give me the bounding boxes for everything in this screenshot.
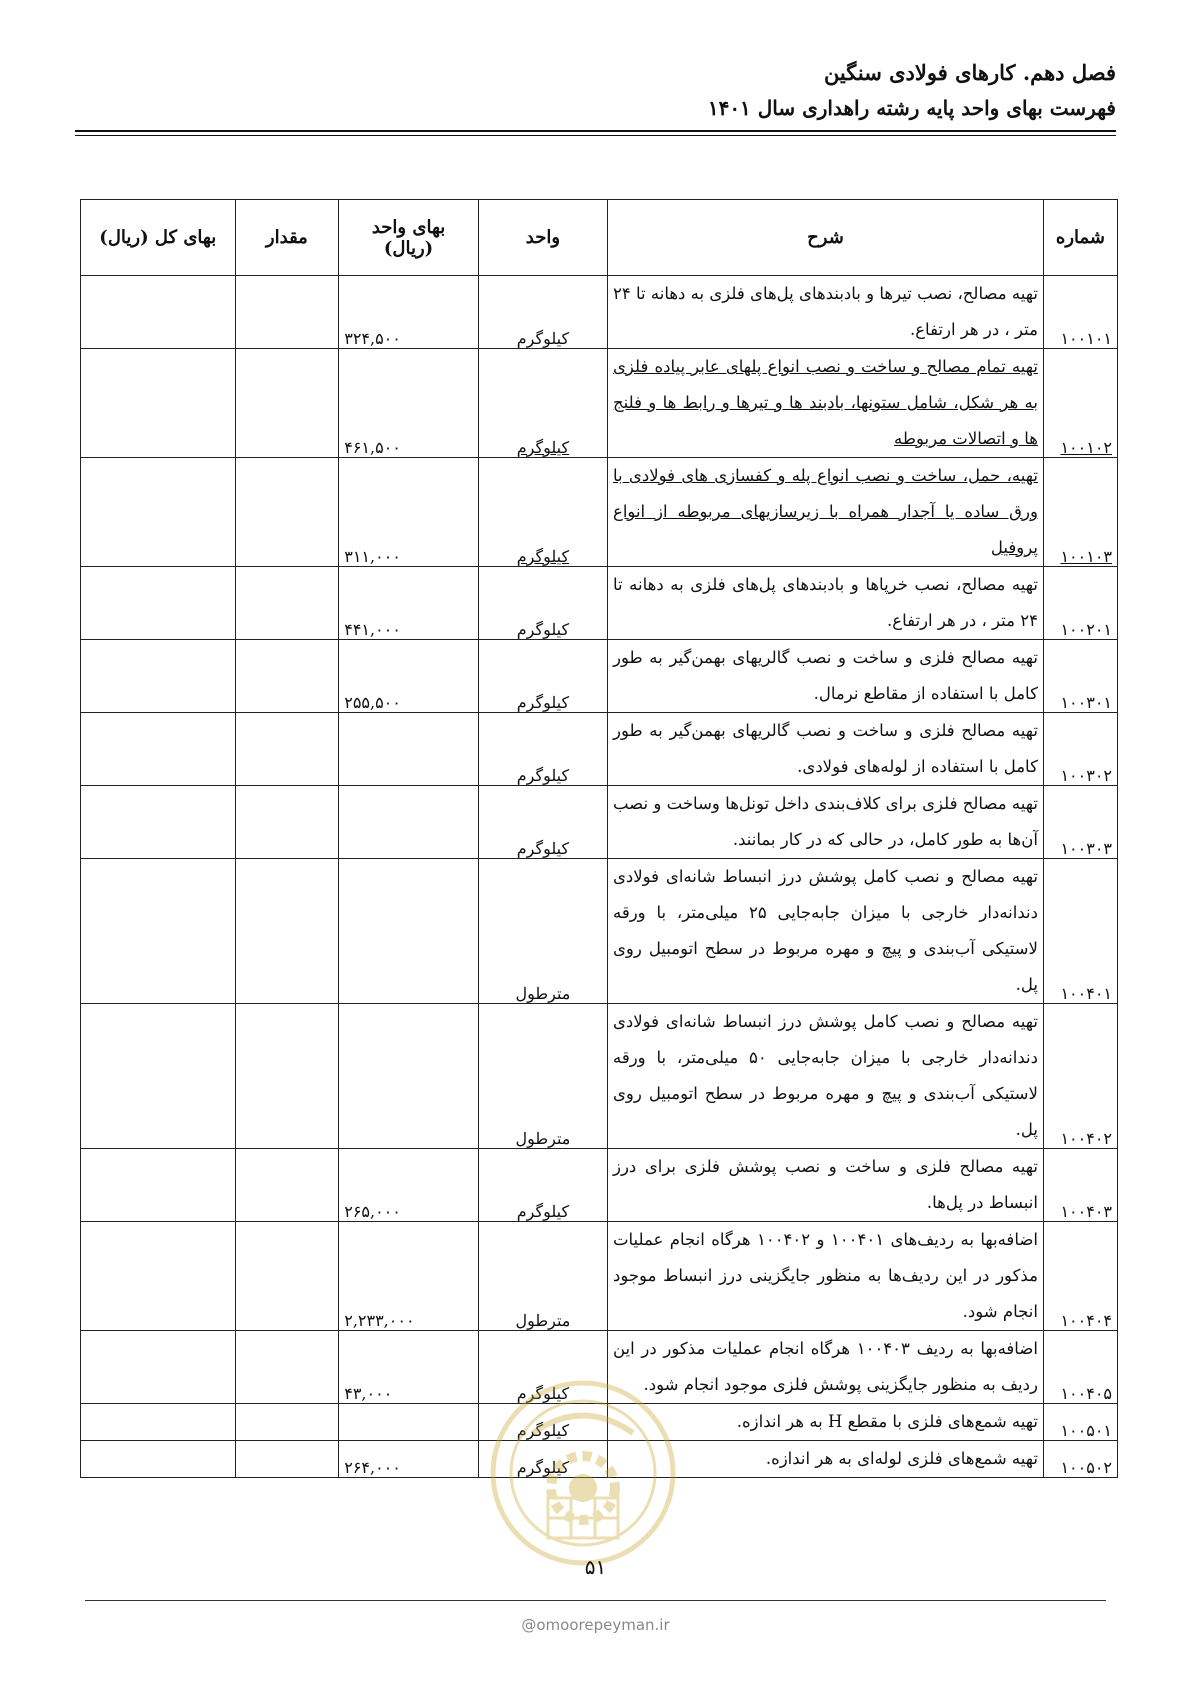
item-description — [607, 349, 1043, 458]
item-unit-price-text: ۴۴۱,۰۰۰ — [344, 620, 401, 639]
item-unit-price — [339, 1441, 479, 1478]
item-code — [1043, 1222, 1117, 1331]
item-unit — [478, 713, 607, 786]
item-unit-text: کیلوگرم — [516, 1458, 570, 1477]
item-quantity — [235, 1404, 339, 1441]
item-quantity — [235, 859, 339, 1004]
item-unit-price — [339, 1222, 479, 1331]
item-unit-price-text: ۴۶۱,۵۰۰ — [344, 438, 401, 457]
header-code: شماره — [1043, 200, 1117, 276]
item-unit-price — [339, 1404, 479, 1441]
item-code-text: ۱۰۰۴۰۵ — [1060, 1384, 1112, 1403]
item-quantity — [235, 640, 339, 713]
item-quantity — [235, 276, 339, 349]
item-code-text: ۱۰۰۴۰۳ — [1060, 1202, 1112, 1221]
item-description — [607, 1441, 1043, 1478]
header-unit: واحد — [478, 200, 607, 276]
footer-divider — [85, 1600, 1106, 1601]
table-row — [81, 349, 1118, 458]
item-total-price — [81, 276, 236, 349]
page-number: ۵۱ — [584, 1555, 607, 1579]
item-total-price — [81, 859, 236, 1004]
item-unit — [478, 859, 607, 1004]
table-row — [81, 859, 1118, 1004]
item-code — [1043, 1441, 1117, 1478]
item-unit-text: کیلوگرم — [516, 1421, 570, 1440]
table-row — [81, 1222, 1118, 1331]
item-unit-price — [339, 1331, 479, 1404]
item-quantity — [235, 1331, 339, 1404]
table-header-row — [81, 200, 1118, 276]
item-total-price — [81, 349, 236, 458]
item-description-text: تهیه مصالح و نصب کامل پوشش درز انبساط شانه‌ای فولادی دندانه‌دار خارجی با میزان جابه‌جایی ۵۰ میلی‌متر، با ورقه لاستیکی آب‌بندی و پیچ و مهره مربوط در سطح اتومبیل روی پل. — [612, 1012, 1038, 1139]
item-code-text: ۱۰۰۳۰۱ — [1060, 693, 1112, 712]
item-code-text: ۱۰۰۵۰۲ — [1060, 1458, 1112, 1477]
item-total-price — [81, 1331, 236, 1404]
item-total-price — [81, 1441, 236, 1478]
item-unit-text: کیلوگرم — [516, 547, 570, 566]
item-unit-price — [339, 458, 479, 567]
item-description — [607, 1004, 1043, 1149]
item-unit — [478, 1441, 607, 1478]
page-header — [56, 58, 1116, 124]
table-row — [81, 713, 1118, 786]
item-unit-text: کیلوگرم — [516, 1384, 570, 1403]
item-code-text: ۱۰۰۱۰۳ — [1060, 547, 1112, 566]
item-description — [607, 567, 1043, 640]
item-description — [607, 713, 1043, 786]
header-divider — [75, 130, 1116, 132]
item-code — [1043, 276, 1117, 349]
item-description — [607, 276, 1043, 349]
item-code — [1043, 1149, 1117, 1222]
item-total-price — [81, 1404, 236, 1441]
item-code-text: ۱۰۰۴۰۱ — [1060, 984, 1112, 1003]
item-quantity — [235, 349, 339, 458]
item-unit-text: کیلوگرم — [516, 1202, 570, 1221]
header-description: شرح — [607, 200, 1043, 276]
item-total-price — [81, 1149, 236, 1222]
item-description-text: اضافه‌بها به ردیف‌های ۱۰۰۴۰۱ و ۱۰۰۴۰۲ هرگاه انجام عملیات مذکور در این ردیف‌ها به منظور جایگزینی درز انبساط موجود انجام شود. — [612, 1230, 1038, 1321]
header-divider-thin — [75, 135, 1116, 136]
item-code-text: ۱۰۰۳۰۲ — [1060, 766, 1112, 785]
item-code — [1043, 1004, 1117, 1149]
item-unit-price-text: ۲,۲۳۳,۰۰۰ — [344, 1311, 415, 1330]
item-total-price — [81, 1004, 236, 1149]
item-unit — [478, 640, 607, 713]
header-unit-price-currency: (ریال) — [383, 237, 434, 259]
item-unit-text: مترطول — [515, 1311, 571, 1330]
item-unit — [478, 1331, 607, 1404]
table-row — [81, 276, 1118, 349]
item-quantity — [235, 1441, 339, 1478]
header-unit-price-label: بهای واحد — [371, 216, 446, 238]
footer-website: @omoorepeyman.ir — [521, 1616, 670, 1634]
header-quantity: مقدار — [235, 200, 339, 276]
table-row — [81, 1441, 1118, 1478]
item-code-text: ۱۰۰۴۰۲ — [1060, 1129, 1112, 1148]
table-row — [81, 786, 1118, 859]
item-code — [1043, 713, 1117, 786]
item-description-text: اضافه‌بها به ردیف ۱۰۰۴۰۳ هرگاه انجام عملیات مذکور در این ردیف به منظور جایگزینی پوشش فلزی موجود انجام شود. — [612, 1339, 1038, 1394]
item-unit-price-text: ۴۳,۰۰۰ — [344, 1384, 393, 1403]
table-row — [81, 567, 1118, 640]
item-unit-price-text: ۳۱۱,۰۰۰ — [344, 547, 401, 566]
item-code — [1043, 458, 1117, 567]
item-code-text: ۱۰۰۱۰۱ — [1060, 329, 1112, 348]
table-row — [81, 458, 1118, 567]
item-unit — [478, 1149, 607, 1222]
item-unit-price — [339, 640, 479, 713]
item-unit — [478, 458, 607, 567]
item-unit-price — [339, 786, 479, 859]
item-description — [607, 1149, 1043, 1222]
item-unit-price — [339, 1149, 479, 1222]
item-quantity — [235, 713, 339, 786]
item-code — [1043, 640, 1117, 713]
item-code — [1043, 1331, 1117, 1404]
item-quantity — [235, 1004, 339, 1149]
item-unit-price — [339, 567, 479, 640]
item-unit — [478, 786, 607, 859]
item-code-text: ۱۰۰۲۰۱ — [1060, 620, 1112, 639]
item-unit-price-text: ۲۶۴,۰۰۰ — [344, 1458, 401, 1477]
item-unit — [478, 1404, 607, 1441]
item-unit-price-text: ۳۲۴,۵۰۰ — [344, 329, 401, 348]
item-description-text: تهیه مصالح، نصب خرپاها و بادبندهای پل‌های فلزی به دهانه تا ۲۴ متر ، در هر ارتفاع. — [612, 575, 1038, 630]
item-total-price — [81, 567, 236, 640]
header-unit-price — [339, 200, 479, 276]
item-description — [607, 1331, 1043, 1404]
item-total-price — [81, 458, 236, 567]
item-description-text: تهیه مصالح فلزی و ساخت و نصب پوشش فلزی برای درز انبساط در پل‌ها. — [612, 1157, 1038, 1212]
item-code-text: ۱۰۰۵۰۱ — [1060, 1421, 1112, 1440]
table-row — [81, 1149, 1118, 1222]
table-row — [81, 1404, 1118, 1441]
item-unit-price — [339, 713, 479, 786]
item-unit — [478, 567, 607, 640]
item-description — [607, 640, 1043, 713]
item-unit-price-text: ۲۶۵,۰۰۰ — [344, 1202, 401, 1221]
item-unit-text: کیلوگرم — [516, 693, 570, 712]
item-description — [607, 786, 1043, 859]
item-total-price — [81, 786, 236, 859]
item-quantity — [235, 458, 339, 567]
item-total-price — [81, 713, 236, 786]
item-code — [1043, 567, 1117, 640]
item-code-text: ۱۰۰۱۰۲ — [1060, 438, 1112, 457]
item-unit-price-text: ۲۵۵,۵۰۰ — [344, 693, 401, 712]
item-description-text: تهیه مصالح فلزی و ساخت و نصب گالریهای بهمن‌گیر به طور کامل با استفاده از لوله‌های فولادی. — [612, 721, 1038, 776]
table-row — [81, 1331, 1118, 1404]
item-code-text: ۱۰۰۴۰۴ — [1060, 1311, 1112, 1330]
item-description-text: تهیه شمع‌های فلزی با مقطع H به هر اندازه. — [736, 1412, 1038, 1431]
item-description-text: تهیه مصالح و نصب کامل پوشش درز انبساط شانه‌ای فولادی دندانه‌دار خارجی با میزان جابه‌جایی ۲۵ میلی‌متر، با ورقه لاستیکی آب‌بندی و پیچ و مهره مربوط در سطح اتومبیل روی پل. — [612, 867, 1038, 994]
item-unit-price — [339, 349, 479, 458]
item-unit — [478, 1004, 607, 1149]
item-description — [607, 1404, 1043, 1441]
item-unit — [478, 1222, 607, 1331]
header-total-price: بهای کل (ریال) — [81, 200, 236, 276]
item-code — [1043, 1404, 1117, 1441]
item-description-text: تهیه، حمل، ساخت و نصب انواع پله و کفسازی های فولادی با ورق ساده یا آجدار همراه با زیرسازیهای مربوطه از انواع پروفیل — [612, 466, 1038, 557]
price-list-title: فهرست بهای واحد پایه رشته راهداری سال ۱۴۰۱ — [707, 96, 1116, 120]
item-description — [607, 1222, 1043, 1331]
item-unit-text: کیلوگرم — [516, 766, 570, 785]
item-unit-price — [339, 1004, 479, 1149]
item-quantity — [235, 1149, 339, 1222]
item-description — [607, 859, 1043, 1004]
item-unit-text: کیلوگرم — [516, 839, 570, 858]
item-description-text: تهیه تمام مصالح و ساخت و نصب انواع پلهای عابر پیاده فلزی به هر شکل، شامل ستونها، بادبند ها و تیرها و رابط ها و فلنج ها و اتصالات مربوطه — [612, 357, 1038, 448]
item-unit-price — [339, 859, 479, 1004]
table-row — [81, 640, 1118, 713]
item-description-text: تهیه مصالح، نصب تیرها و بادبندهای پل‌های فلزی به دهانه تا ۲۴ متر ، در هر ارتفاع. — [612, 284, 1038, 339]
item-unit-text: کیلوگرم — [516, 329, 570, 348]
table-row — [81, 1004, 1118, 1149]
item-unit-price — [339, 276, 479, 349]
table-body — [81, 276, 1118, 1478]
item-quantity — [235, 567, 339, 640]
item-unit-text: مترطول — [515, 1129, 571, 1148]
item-unit — [478, 276, 607, 349]
item-quantity — [235, 1222, 339, 1331]
item-total-price — [81, 1222, 236, 1331]
item-quantity — [235, 786, 339, 859]
unit-price-table — [80, 199, 1118, 1478]
item-unit-text: کیلوگرم — [516, 438, 570, 457]
item-code — [1043, 786, 1117, 859]
chapter-title: فصل دهم. کارهای فولادی سنگین — [823, 60, 1116, 85]
item-unit-text: مترطول — [515, 984, 571, 1003]
item-code-text: ۱۰۰۳۰۳ — [1060, 839, 1112, 858]
item-unit-text: کیلوگرم — [516, 620, 570, 639]
item-description-text: تهیه شمع‌های فلزی لوله‌ای به هر اندازه. — [765, 1449, 1038, 1468]
item-description — [607, 458, 1043, 567]
item-code — [1043, 859, 1117, 1004]
item-unit — [478, 349, 607, 458]
item-description-text: تهیه مصالح فلزی برای کلاف‌بندی داخل تونل‌ها وساخت و نصب آن‌ها به طور کامل، در حالی که در کار بمانند. — [612, 794, 1038, 849]
item-total-price — [81, 640, 236, 713]
item-description-text: تهیه مصالح فلزی و ساخت و نصب گالریهای بهمن‌گیر به طور کامل با استفاده از مقاطع نرمال. — [612, 648, 1038, 703]
item-code — [1043, 349, 1117, 458]
